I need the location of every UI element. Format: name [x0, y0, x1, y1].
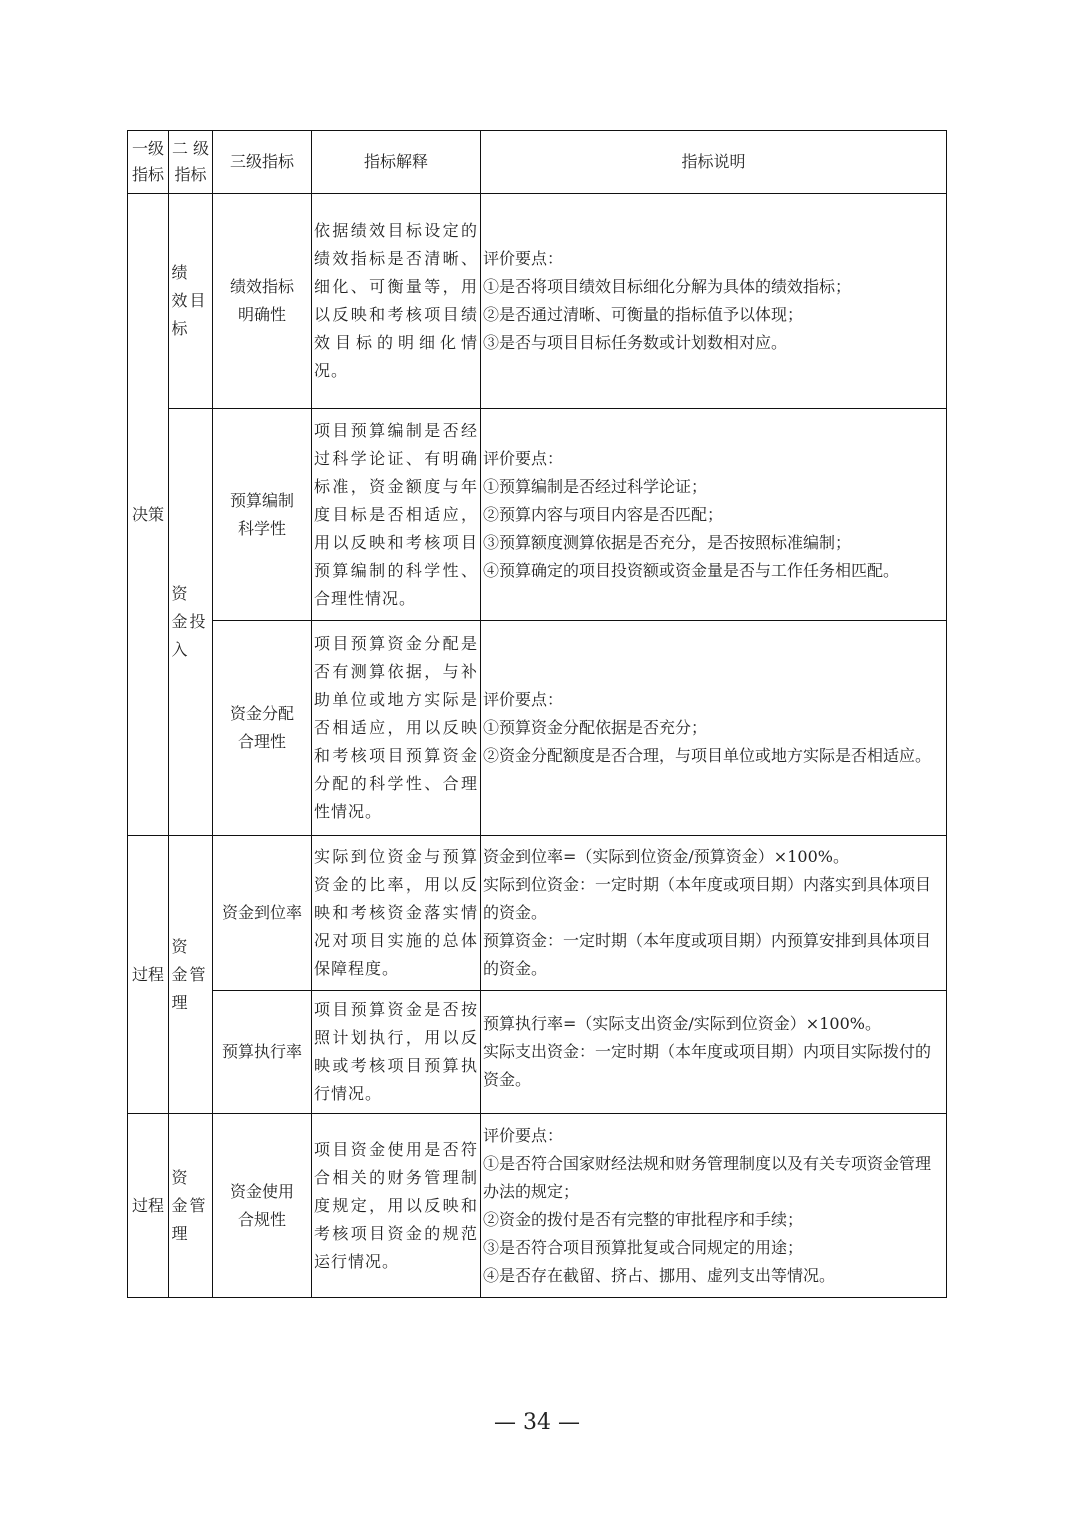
header-level1-label: 一级指标 [131, 139, 164, 184]
explanation-cell [311, 193, 480, 408]
notes-line: 评价要点： [483, 690, 564, 709]
indicator-label: 资金到位率 [221, 903, 302, 922]
header-explanation-label: 指标解释 [363, 152, 428, 171]
notes-line: ③是否符合项目预算批复或合同规定的用途； [483, 1237, 804, 1257]
explanation-text: 实际到位资金与预算资金的比率，用以反映和考核资金落实情况对项目实施的总体保障程度。 [314, 847, 478, 978]
notes-line: 预算资金：一定时期（本年度或项目期）内预算安排到具体项目的资金。 [483, 931, 932, 978]
indicator-label: 资金分配合理性 [229, 704, 294, 751]
notes-cell [480, 1113, 947, 1298]
explanation-cell [311, 835, 480, 990]
indicator-label: 绩效指标明确性 [229, 277, 294, 324]
notes-line: 评价要点： [483, 448, 564, 468]
header-level2 [168, 130, 212, 193]
notes-list [481, 1010, 946, 1094]
header-level3 [212, 130, 311, 193]
header-explanation [311, 130, 480, 193]
notes-line: ①预算编制是否经过科学论证； [483, 476, 708, 496]
notes-cell [480, 835, 947, 990]
subgroup-fund-mgmt-1-label: 资 金管理 [171, 936, 208, 1012]
header-level1 [127, 130, 168, 193]
group-process-2-label: 过程 [131, 1195, 164, 1215]
notes-line: ④是否存在截留、挤占、挪用、虚列支出等情况。 [483, 1265, 836, 1285]
indicator-cell [212, 408, 311, 620]
notes-list [481, 245, 946, 357]
notes-line: 评价要点： [483, 1125, 564, 1145]
group-decision [127, 193, 168, 835]
indicator-label: 预算编制科学性 [229, 490, 294, 538]
notes-cell [480, 620, 947, 835]
group-process-1-label: 过程 [131, 964, 164, 984]
notes-line: ③预算额度测算依据是否充分，是否按照标准编制； [483, 532, 852, 552]
notes-line: ②资金分配额度是否合理，与项目单位或地方实际是否相适应。 [483, 746, 932, 765]
notes-list [481, 686, 946, 770]
explanation-cell [311, 408, 480, 620]
explanation-text: 项目资金使用是否符合相关的财务管理制度规定，用以反映和考核项目资金的规范运行情况。 [314, 1139, 478, 1271]
page-number: — 34 — [494, 1410, 580, 1435]
notes-line: ③是否与项目目标任务数或计划数相对应。 [483, 333, 788, 352]
indicator-cell [212, 1113, 311, 1298]
header-level3-label: 三级指标 [229, 152, 294, 171]
header-level2-label: 二 级指标 [171, 139, 210, 184]
explanation-text: 项目预算资金分配是否有测算依据，与补助单位或地方实际是否相适应，用以反映和考核项目预算资金分配的科学性、合理性情况。 [314, 634, 478, 821]
notes-line: 资金到位率=（实际到位资金/预算资金）×100%。 [483, 847, 849, 866]
indicator-cell [212, 193, 311, 408]
indicator-cell [212, 990, 311, 1113]
subgroup-performance-goal [168, 193, 212, 408]
notes-line: ④预算确定的项目投资额或资金量是否与工作任务相匹配。 [483, 560, 900, 580]
explanation-cell [311, 620, 480, 835]
notes-line: 实际到位资金：一定时期（本年度或项目期）内落实到具体项目的资金。 [483, 875, 932, 922]
notes-cell [480, 193, 947, 408]
subgroup-performance-goal-label: 绩 效目标 [171, 263, 208, 338]
indicator-label: 资金使用合规性 [229, 1181, 294, 1229]
notes-line: ①是否符合国家财经法规和财务管理制度以及有关专项资金管理办法的规定； [483, 1153, 932, 1201]
group-process-2 [127, 1113, 168, 1298]
notes-line: ②是否通过清晰、可衡量的指标值予以体现； [483, 305, 804, 324]
subgroup-fund-input-label: 资 金投入 [171, 584, 208, 659]
notes-line: ②预算内容与项目内容是否匹配； [483, 504, 724, 524]
notes-list [481, 843, 946, 983]
subgroup-fund-input [168, 408, 212, 835]
explanation-cell [311, 1113, 480, 1298]
indicator-cell [212, 835, 311, 990]
group-process-1 [127, 835, 168, 1113]
notes-cell [480, 408, 947, 620]
explanation-text: 项目预算编制是否经过科学论证、有明确标准，资金额度与年度目标是否相适应，用以反映和考核项目预算编制的科学性、合理性情况。 [314, 420, 478, 608]
notes-list [481, 445, 946, 585]
notes-line: ①预算资金分配依据是否充分； [483, 718, 708, 737]
notes-line: 预算执行率=（实际支出资金/实际到位资金）×100%。 [483, 1014, 881, 1033]
explanation-text: 项目预算资金是否按照计划执行，用以反映或考核项目预算执行情况。 [314, 1000, 478, 1103]
notes-line: ①是否将项目绩效目标细化分解为具体的绩效指标； [483, 277, 852, 296]
subgroup-fund-mgmt-1 [168, 835, 212, 1113]
notes-line: ②资金的拨付是否有完整的审批程序和手续； [483, 1209, 804, 1229]
explanation-cell [311, 990, 480, 1113]
explanation-text: 依据绩效目标设定的绩效指标是否清晰、细化、可衡量等，用以反映和考核项目绩效目标的明细化情况。 [314, 221, 478, 380]
header-notes [480, 130, 947, 193]
notes-line: 评价要点： [483, 249, 564, 268]
notes-cell [480, 990, 947, 1113]
header-notes-label: 指标说明 [681, 152, 746, 171]
subgroup-fund-mgmt-2 [168, 1113, 212, 1298]
subgroup-fund-mgmt-2-label: 资 金管理 [171, 1167, 208, 1243]
notes-list [481, 1122, 946, 1290]
group-decision-label: 决策 [131, 504, 164, 524]
indicator-cell [212, 620, 311, 835]
notes-line: 实际支出资金：一定时期（本年度或项目期）内项目实际拨付的资金。 [483, 1042, 932, 1089]
indicator-label: 预算执行率 [221, 1042, 302, 1061]
